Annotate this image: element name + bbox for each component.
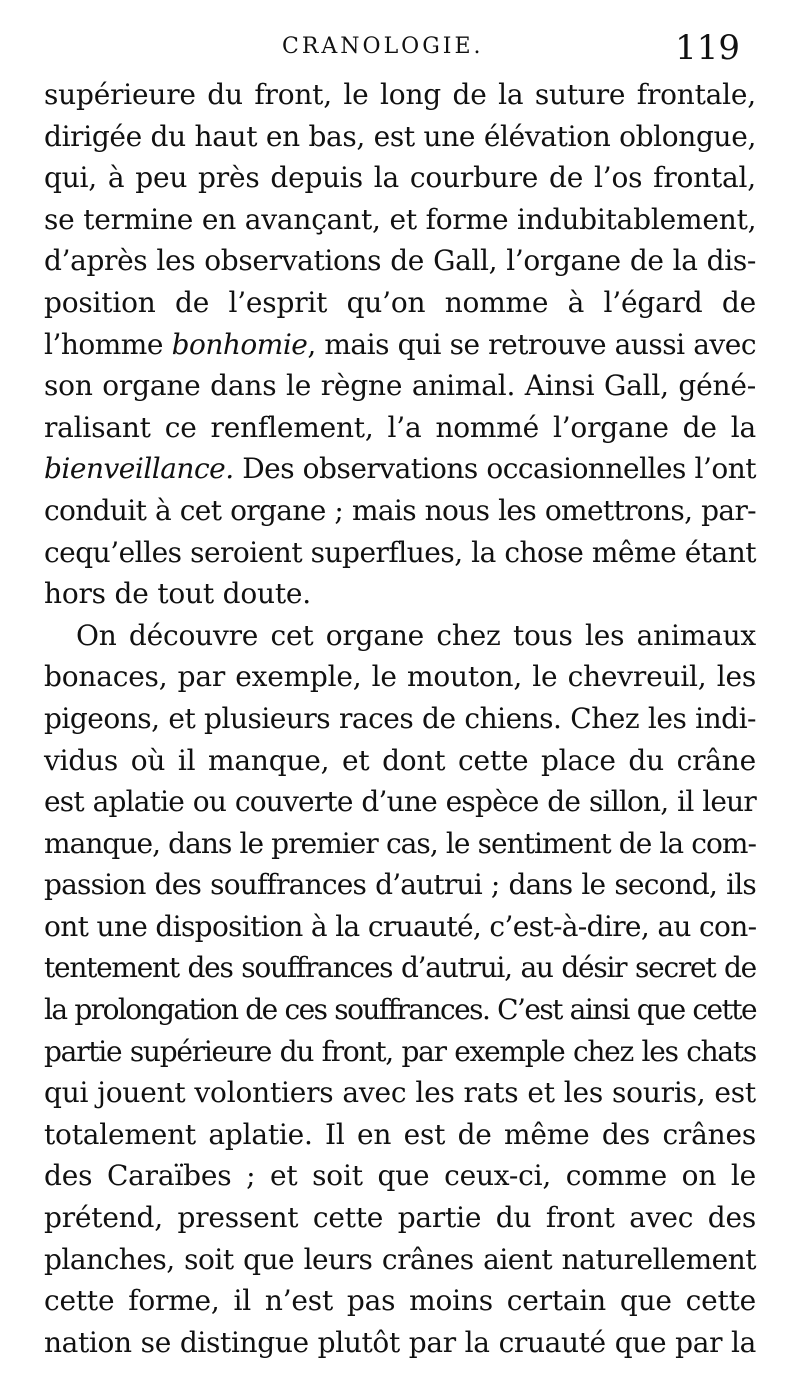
text-line: On découvre cet organe chez tous les animaux	[76, 618, 756, 652]
text-line	[44, 324, 756, 366]
text-line: des Caraïbes ; et soit que ceux-ci, comme on le	[44, 1159, 756, 1193]
text-line: supérieure du front, le long de la suture frontale,	[44, 78, 756, 111]
text-run: l’homme	[44, 327, 172, 361]
text-line: conduit à cet organe ; mais nous les omettrons, par-	[44, 493, 756, 527]
text-line: manque, dans le premier cas, le sentiment de la com-	[44, 826, 756, 860]
text-line: qui jouent volontiers avec les rats et les souris, est	[44, 1076, 756, 1110]
text-line: nation se distingue plutôt par la cruauté que par la	[44, 1325, 756, 1359]
italic-term: bonhomie	[171, 327, 308, 361]
text-run: , mais qui se retrouve aussi avec	[307, 327, 757, 361]
text-line: pigeons, et plusieurs races de chiens. Chez les indi-	[44, 701, 756, 735]
text-line: totalement aplatie. Il en est de même des crânes	[44, 1117, 756, 1151]
text-line: planches, soit que leurs crânes aient naturellement	[44, 1242, 756, 1276]
text-line	[44, 448, 756, 490]
text-line: cette forme, il n’est pas moins certain que cette	[44, 1284, 756, 1318]
text-line: prétend, pressent cette partie du front avec des	[44, 1201, 756, 1235]
text-line: qui, à peu près depuis la courbure de l’os frontal,	[44, 161, 756, 195]
text-line: passion des souffrances d’autrui ; dans le second, ils	[44, 868, 756, 902]
text-line: ralisant ce renflement, l’a nommé l’organe de la	[44, 410, 756, 444]
running-head	[46, 28, 748, 68]
text-line: d’après les observations de Gall, l’organe de la dis-	[44, 244, 756, 278]
body-text	[44, 74, 756, 1363]
italic-term: bienveillance.	[44, 452, 234, 486]
text-line: partie supérieure du front, par exemple chez les chats	[44, 1034, 756, 1068]
text-line: ont une disposition à la cruauté, c’est-à-dire, au con-	[44, 909, 757, 943]
text-line: se termine en avançant, et forme indubitablement,	[44, 202, 757, 236]
text-line: tentement des souffrances d’autrui, au désir secret de	[44, 951, 756, 985]
text-line: bonaces, par exemple, le mouton, le chevreuil, les	[44, 660, 756, 694]
text-line: la prolongation de ces souffrances. C’est ainsi que cette	[44, 993, 756, 1027]
text-line: cequ’elles seroient superflues, la chose même étant	[44, 535, 756, 569]
page-number: 119	[675, 28, 740, 68]
text-line: son organe dans le règne animal. Ainsi Gall, géné-	[44, 369, 756, 403]
running-title: CRANOLOGIE.	[282, 34, 484, 59]
text-line: vidus où il manque, et dont cette place du crâne	[44, 743, 756, 777]
text-run: Des observations occasionnelles l’ont	[233, 452, 756, 486]
text-line: dirigée du haut en bas, est une élévation oblongue,	[44, 119, 756, 153]
text-line: est aplatie ou couverte d’une espèce de sillon, il leur	[44, 785, 756, 819]
text-line: hors de tout doute.	[44, 577, 311, 611]
text-line: position de l’esprit qu’on nomme à l’égard de	[44, 285, 756, 319]
